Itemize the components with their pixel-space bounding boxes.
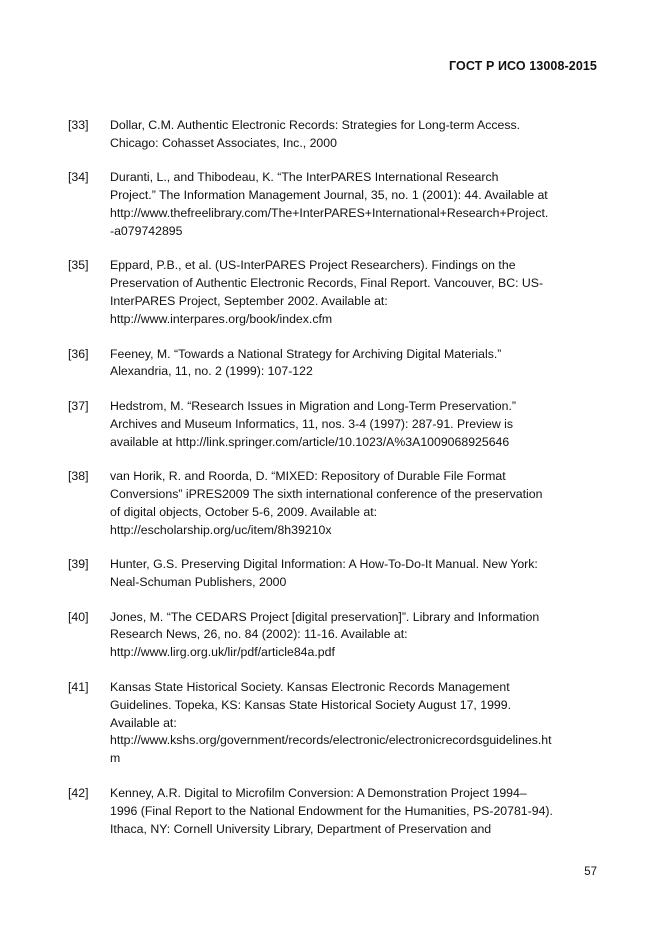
reference-line: 1996 (Final Report to the National Endowment for the Humanities, PS-20781-94).: [110, 803, 553, 818]
reference-line: of digital objects, October 5-6, 2009. Available at:: [110, 504, 378, 519]
reference-line: http://www.lirg.org.uk/lir/pdf/article84a.pdf: [110, 645, 335, 660]
reference-line: http://www.kshs.org/government/records/electronic/electronicrecordsguidelines.ht: [110, 733, 552, 748]
reference-text: [110, 398, 598, 452]
reference-line: m: [110, 751, 121, 766]
reference-line: Ithaca, NY: Cornell University Library, Department of Preservation and: [110, 821, 492, 836]
reference-number: [42]: [68, 785, 89, 800]
reference-line: http://www.interpares.org/book/index.cfm: [110, 312, 333, 327]
reference-text: [110, 468, 598, 540]
reference-line: Guidelines. Topeka, KS: Kansas State Historical Society August 17, 1999.: [110, 697, 512, 712]
reference-number: [37]: [68, 398, 89, 413]
reference-number: [33]: [68, 118, 89, 132]
reference-number: [41]: [68, 679, 89, 694]
reference-text: [110, 346, 598, 382]
reference-line: Chicago: Cohasset Associates, Inc., 2000: [110, 135, 337, 150]
page-number: 57: [584, 866, 597, 878]
reference-text: [110, 679, 598, 769]
reference-line: Archives and Museum Informatics, 11, nos. 3-4 (1997): 287-91. Preview is: [110, 416, 514, 431]
reference-line: Feeney, M. “Towards a National Strategy for Archiving Digital Materials.”: [110, 346, 502, 361]
reference-text: [110, 556, 598, 592]
reference-line: -a079742895: [110, 224, 183, 239]
reference-text: [110, 117, 598, 153]
document-header: ГОСТ Р ИСО 13008-2015: [448, 59, 597, 73]
reference-line: http://www.thefreelibrary.com/The+InterPARES+International+Research+Project.: [110, 206, 549, 221]
reference-line: available at http://link.springer.com/article/10.1023/A%3A1009068925646: [110, 434, 510, 449]
reference-line: Available at:: [110, 715, 177, 730]
reference-text: [110, 609, 598, 663]
reference-line: Hunter, G.S. Preserving Digital Information: A How-To-Do-It Manual. New York:: [110, 557, 538, 572]
reference-line: Duranti, L., and Thibodeau, K. “The InterPARES International Research: [110, 170, 499, 185]
reference-line: Neal-Schuman Publishers, 2000: [110, 575, 287, 590]
reference-37: [68, 398, 598, 452]
reference-line: InterPARES Project, September 2002. Available at:: [110, 294, 388, 309]
reference-text: [110, 257, 598, 329]
reference-line: van Horik, R. and Roorda, D. “MIXED: Repository of Durable File Format: [110, 469, 506, 484]
reference-34: [68, 169, 598, 241]
reference-line: Kansas State Historical Society. Kansas Electronic Records Management: [110, 679, 510, 694]
reference-number: [35]: [68, 258, 89, 273]
reference-line: Alexandria, 11, no. 2 (1999): 107-122: [110, 364, 313, 379]
reference-line: Dollar, C.M. Authentic Electronic Records: Strategies for Long-term Access.: [110, 118, 521, 132]
reference-text: [110, 169, 598, 241]
reference-number: [40]: [68, 609, 89, 624]
reference-line: Preservation of Authentic Electronic Records, Final Report. Vancouver, BC: US-: [110, 276, 544, 291]
reference-35: [68, 257, 598, 329]
reference-number: [36]: [68, 346, 89, 361]
reference-line: Conversions” iPRES2009 The sixth international conference of the preservation: [110, 487, 543, 501]
reference-list: [68, 117, 598, 855]
reference-line: Hedstrom, M. “Research Issues in Migration and Long-Term Preservation.”: [110, 398, 516, 413]
reference-33: [68, 117, 598, 153]
reference-number: [39]: [68, 557, 89, 572]
reference-line: Research News, 26, no. 84 (2002): 11-16. Available at:: [110, 627, 408, 642]
reference-line: http://escholarship.org/uc/item/8h39210x: [110, 522, 332, 537]
reference-number: [34]: [68, 170, 89, 185]
reference-38: [68, 468, 598, 540]
reference-number: [38]: [68, 469, 89, 484]
reference-line: Jones, M. “The CEDARS Project [digital preservation]”. Library and Information: [110, 609, 540, 624]
reference-line: Project.” The Information Management Journal, 35, no. 1 (2001): 44. Available at: [110, 188, 548, 203]
reference-41: [68, 679, 598, 769]
reference-line: Kenney, A.R. Digital to Microfilm Conversion: A Demonstration Project 1994–: [110, 785, 527, 800]
reference-42: [68, 785, 598, 839]
reference-36: [68, 346, 598, 382]
reference-39: [68, 556, 598, 592]
reference-text: [110, 785, 598, 839]
reference-40: [68, 609, 598, 663]
reference-line: Eppard, P.B., et al. (US-InterPARES Project Researchers). Findings on the: [110, 258, 516, 273]
